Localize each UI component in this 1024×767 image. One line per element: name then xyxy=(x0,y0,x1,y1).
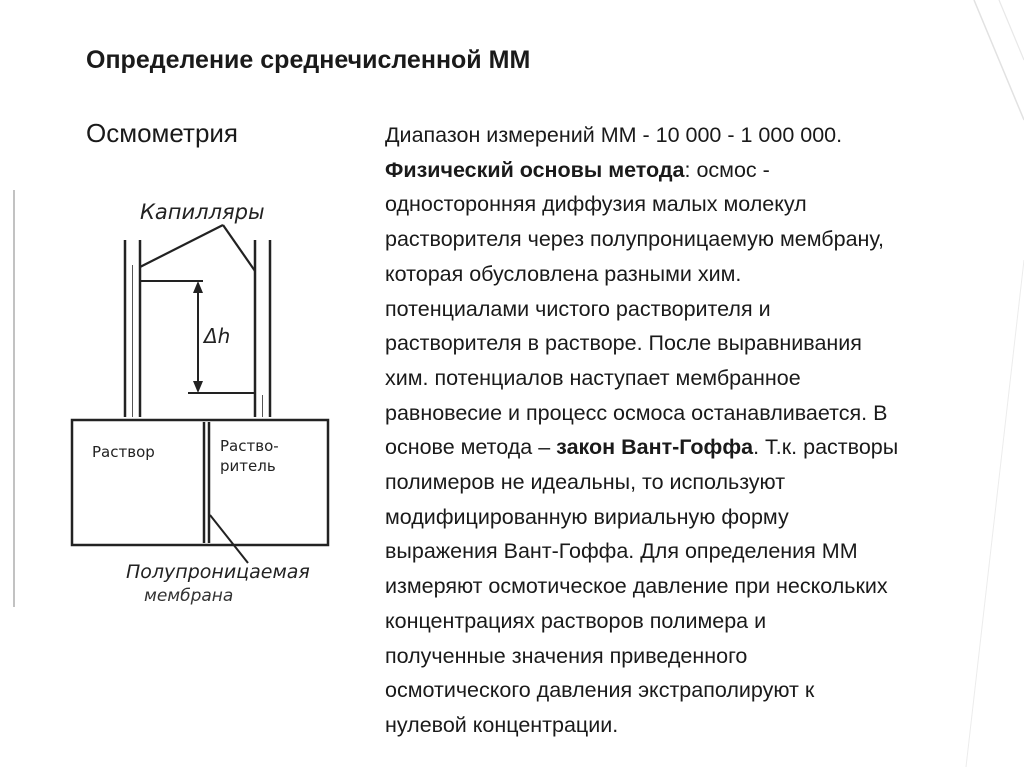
body-line xyxy=(385,465,1005,500)
body-line xyxy=(385,361,1005,396)
slide-subtitle: Осмометрия xyxy=(86,118,239,148)
body-text-segment: осмотического давления экстраполируют к xyxy=(385,678,815,703)
body-line xyxy=(385,257,1005,292)
body-text-segment: . Т.к. растворы xyxy=(753,435,899,460)
solution-label: Раствор xyxy=(92,443,155,461)
arrow-head-up xyxy=(193,281,203,293)
capillary-pointer-left xyxy=(140,225,223,267)
body-emphasis: Физический основы метода xyxy=(385,157,685,182)
body-line xyxy=(385,534,1005,569)
body-line xyxy=(385,604,1005,639)
body-line xyxy=(385,430,1005,465)
left-capillary xyxy=(125,240,140,417)
body-line xyxy=(385,326,1005,361)
body-line xyxy=(385,500,1005,535)
solvent-label-line1: Раство- xyxy=(220,437,279,455)
body-line xyxy=(385,708,1005,743)
body-line xyxy=(385,222,1005,257)
body-text-segment: Диапазон измерений ММ - 10 000 - 1 000 000. xyxy=(385,123,843,147)
osmometer-drawing xyxy=(8,185,376,610)
body-text-segment: потенциалами чистого растворителя и xyxy=(385,296,771,321)
body-line xyxy=(385,639,1005,674)
capillary-pointer-right xyxy=(223,225,255,271)
arrow-head-down xyxy=(193,381,203,393)
membrane-label-line1: Полупроницаемая xyxy=(126,561,310,583)
body-line xyxy=(385,118,1005,153)
body-text-segment: : осмос - xyxy=(684,157,770,182)
body-text-segment: хим. потенциалов наступает мембранное xyxy=(385,365,801,390)
body-line xyxy=(385,569,1005,604)
vessel xyxy=(72,420,328,545)
body-text-segment: выражения Вант-Гоффа. Для определения ММ xyxy=(385,539,858,564)
body-line xyxy=(385,153,1005,188)
body-text-segment: растворителя в растворе. После выравнивания xyxy=(385,331,862,356)
body-text-segment: концентрациях растворов полимера и xyxy=(385,608,767,633)
body-text-segment: равновесие и процесс осмоса останавливается. В xyxy=(385,400,888,425)
body-paragraph xyxy=(385,118,1005,743)
body-line xyxy=(385,396,1005,431)
body-text-segment: основе метода – xyxy=(385,435,557,460)
body-line xyxy=(385,673,1005,708)
body-text-segment: полимеров не идеальны, то используют xyxy=(385,470,786,495)
body-line xyxy=(385,187,1005,222)
membrane-label-line2: мембрана xyxy=(144,586,234,606)
body-line xyxy=(385,292,1005,327)
solvent-label-line2: ритель xyxy=(220,457,276,475)
delta-h-label: Δh xyxy=(204,324,231,348)
body-text-segment: модифицированную вириальную форму xyxy=(385,504,789,529)
body-text-segment: растворителя через полупроницаемую мембрану, xyxy=(385,227,884,252)
osmometer-diagram xyxy=(8,185,376,610)
slide-title: Определение среднечисленной ММ xyxy=(86,46,531,74)
right-capillary xyxy=(255,240,270,417)
body-text-segment: односторонняя диффузия малых молекул xyxy=(385,192,807,217)
body-text-segment: которая обусловлена разными хим. xyxy=(385,261,742,286)
body-emphasis: закон Вант-Гоффа xyxy=(556,435,754,460)
membrane-pointer xyxy=(210,515,248,563)
body-text-segment: нулевой концентрации. xyxy=(385,712,619,737)
body-text-segment: полученные значения приведенного xyxy=(385,643,748,668)
body-text-segment: измеряют осмотическое давление при нескольких xyxy=(385,574,888,599)
capillaries-label: Капилляры xyxy=(140,200,265,224)
